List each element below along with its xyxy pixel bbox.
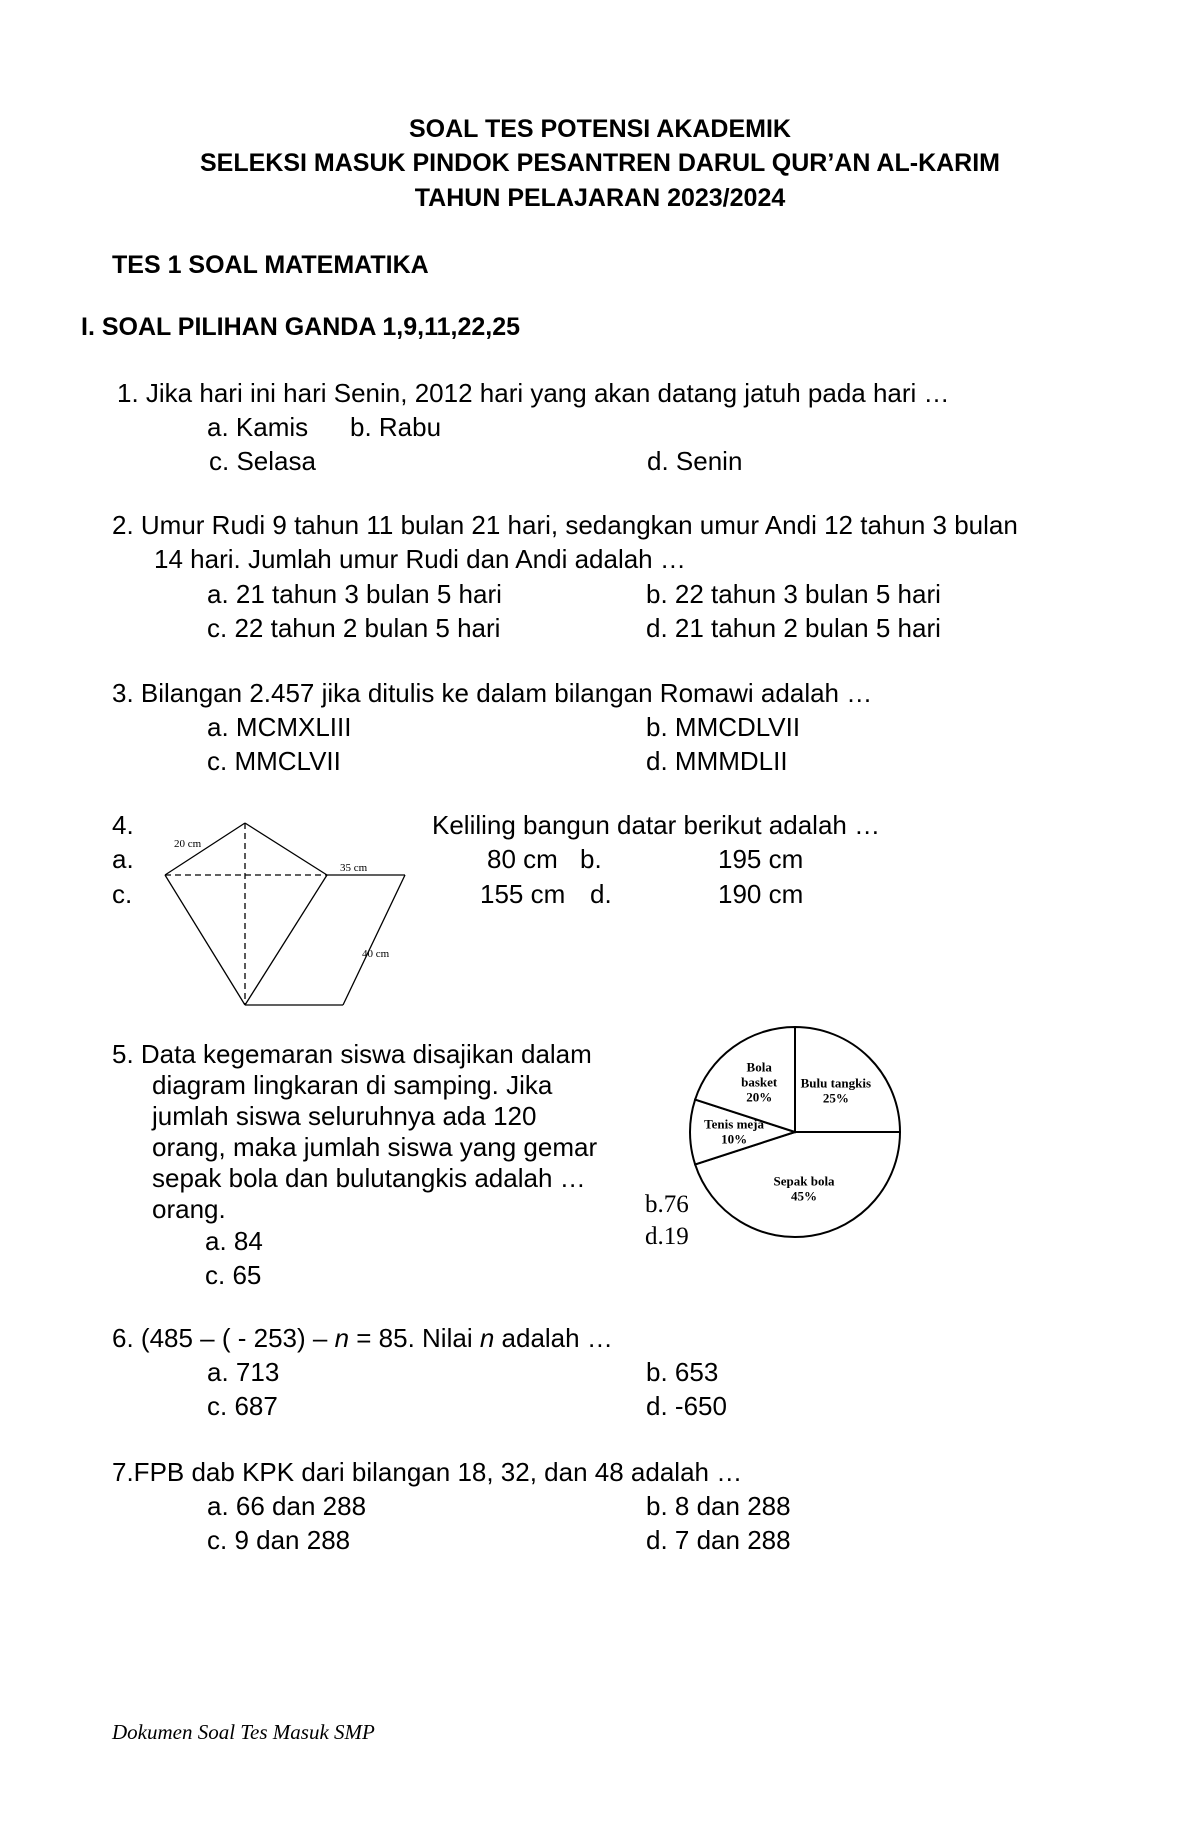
footer-text: Dokumen Soal Tes Masuk SMP bbox=[112, 1720, 375, 1744]
question-4-text: Keliling bangun datar berikut adalah … bbox=[432, 810, 881, 840]
question-7-option-a: a. 66 dan 288 bbox=[207, 1491, 367, 1521]
question-7-text: 7.FPB dab KPK dari bilangan 18, 32, dan 48 adalah … bbox=[112, 1457, 743, 1487]
question-5-line-2: diagram lingkaran di samping. Jika bbox=[152, 1070, 553, 1100]
question-7-option-d: d. 7 dan 288 bbox=[646, 1525, 791, 1555]
question-4-option-b-label: b. bbox=[580, 844, 602, 874]
figure-label-mid: 35 cm bbox=[340, 862, 368, 874]
question-2-option-c: c. 22 tahun 2 bulan 5 hari bbox=[207, 613, 501, 643]
question-5-line-3: jumlah siswa seluruhnya ada 120 bbox=[152, 1101, 537, 1131]
header-line-2: SELEKSI MASUK PINDOK PESANTREN DARUL QUR’AN AL-KARIM bbox=[199, 149, 1001, 177]
question-1-option-b: b. Rabu bbox=[350, 412, 442, 442]
question-2-line-2: 14 hari. Jumlah umur Rudi dan Andi adalah … bbox=[154, 544, 686, 574]
question-3-option-c: c. MMCLVII bbox=[207, 746, 341, 776]
question-6-variable-2: n bbox=[479, 1323, 495, 1353]
question-5-option-c: c. 65 bbox=[205, 1260, 262, 1290]
question-4-figure bbox=[150, 815, 420, 1015]
section-title: TES 1 SOAL MATEMATIKA bbox=[112, 251, 429, 279]
question-4-option-b-value: 195 cm bbox=[718, 844, 804, 874]
question-1-option-c: c. Selasa bbox=[209, 446, 316, 476]
kite-edge-bottom-left bbox=[165, 875, 245, 1005]
question-3-option-a: a. MCMXLIII bbox=[207, 712, 352, 742]
question-6-option-b: b. 653 bbox=[646, 1357, 719, 1387]
question-2-line-1: 2. Umur Rudi 9 tahun 11 bulan 21 hari, sedangkan umur Andi 12 tahun 3 bulan bbox=[112, 510, 1018, 540]
pie-category-label: Sepak bola bbox=[773, 1173, 835, 1189]
shared-diagonal-edge bbox=[245, 875, 327, 1005]
question-4-number: 4. bbox=[112, 810, 134, 840]
pie-category-label: Bola bbox=[746, 1059, 772, 1075]
question-1-option-d: d. Senin bbox=[647, 446, 743, 476]
question-3-text: 3. Bilangan 2.457 jika ditulis ke dalam bilangan Romawi adalah … bbox=[112, 678, 873, 708]
figure-label-top: 20 cm bbox=[174, 838, 202, 850]
pie-category-label: Bulu tangkis bbox=[800, 1075, 872, 1091]
question-6-prefix: 6. (485 – ( - 253) – bbox=[112, 1323, 335, 1353]
question-2-option-a: a. 21 tahun 3 bulan 5 hari bbox=[207, 579, 502, 609]
pie-percent-label: 20% bbox=[746, 1089, 773, 1105]
question-1-text: 1. Jika hari ini hari Senin, 2012 hari yang akan datang jatuh pada hari … bbox=[117, 378, 950, 408]
trapezoid-right-edge bbox=[343, 875, 405, 1005]
question-5-line-5: sepak bola dan bulutangkis adalah … bbox=[152, 1163, 586, 1193]
pie-percent-label: 45% bbox=[791, 1188, 818, 1204]
question-5-option-a: a. 84 bbox=[205, 1226, 263, 1256]
part-title: I. SOAL PILIHAN GANDA 1,9,11,22,25 bbox=[81, 313, 521, 341]
question-5-line-1: 5. Data kegemaran siswa disajikan dalam bbox=[112, 1039, 592, 1069]
question-3-option-b: b. MMCDLVII bbox=[646, 712, 801, 742]
pie-category-label: basket bbox=[741, 1074, 778, 1090]
header-line-1: SOAL TES POTENSI AKADEMIK bbox=[409, 115, 791, 143]
pie-chart bbox=[675, 1012, 915, 1252]
question-7-option-b: b. 8 dan 288 bbox=[646, 1491, 791, 1521]
question-4-option-a-value: 80 cm bbox=[487, 844, 558, 874]
question-5-option-b: b.76 bbox=[645, 1191, 689, 1218]
question-6-variable: n bbox=[334, 1323, 350, 1353]
question-6-option-d: d. -650 bbox=[646, 1391, 727, 1421]
question-4-option-d-label: d. bbox=[590, 879, 612, 909]
question-3-option-d: d. MMMDLII bbox=[646, 746, 788, 776]
question-4-option-d-value: 190 cm bbox=[718, 879, 804, 909]
question-2-option-d: d. 21 tahun 2 bulan 5 hari bbox=[646, 613, 941, 643]
question-6-option-c: c. 687 bbox=[207, 1391, 278, 1421]
header-line-3: TAHUN PELAJARAN 2023/2024 bbox=[414, 184, 786, 212]
question-2-option-b: b. 22 tahun 3 bulan 5 hari bbox=[646, 579, 941, 609]
kite-edge-top-right bbox=[245, 823, 327, 875]
question-6-option-a: a. 713 bbox=[207, 1357, 280, 1387]
question-6-middle: = 85. Nilai bbox=[349, 1323, 480, 1353]
question-4-option-c-value: 155 cm bbox=[480, 879, 566, 909]
question-5-line-6: orang. bbox=[152, 1194, 226, 1224]
figure-label-bottom: 40 cm bbox=[362, 948, 390, 960]
question-6-text bbox=[112, 1325, 613, 1351]
question-7-option-c: c. 9 dan 288 bbox=[207, 1525, 351, 1555]
question-1-option-a: a. Kamis bbox=[207, 412, 309, 442]
pie-percent-label: 25% bbox=[822, 1090, 849, 1106]
question-5-line-4: orang, maka jumlah siswa yang gemar bbox=[152, 1132, 598, 1162]
question-6-suffix: adalah … bbox=[494, 1323, 613, 1353]
pie-category-label: Tenis meja bbox=[704, 1116, 765, 1132]
question-4-option-a-label: a. bbox=[112, 844, 134, 874]
pie-percent-label: 10% bbox=[721, 1131, 748, 1147]
question-4-option-c-label: c. bbox=[112, 879, 133, 909]
question-5-option-d: d.19 bbox=[645, 1223, 689, 1250]
